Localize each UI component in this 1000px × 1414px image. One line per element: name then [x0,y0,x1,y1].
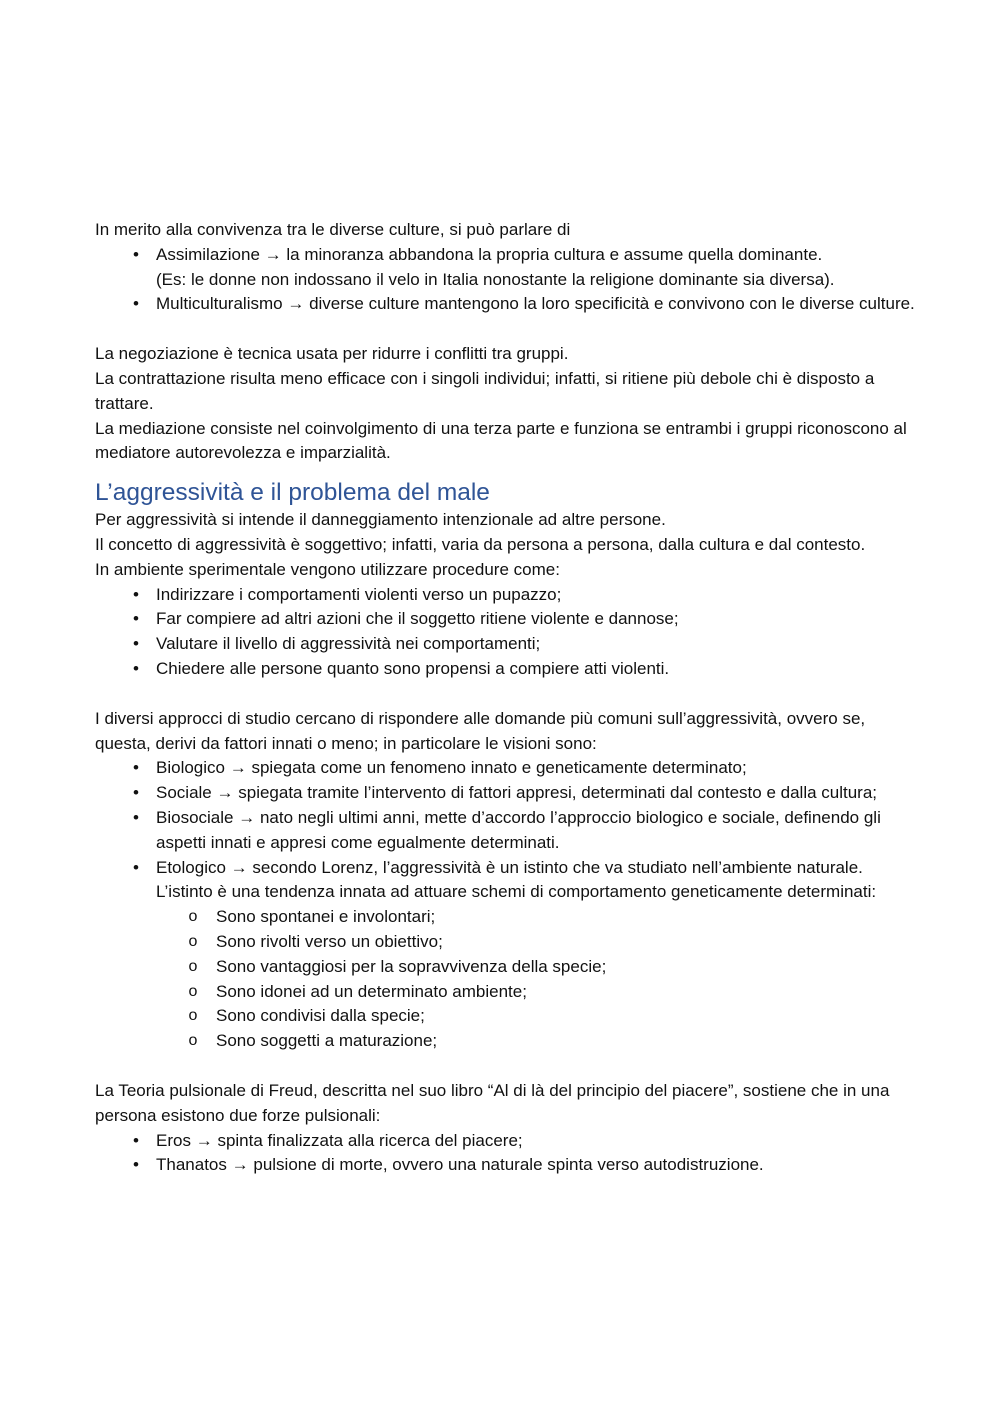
list-item [95,856,915,1054]
bullet-icon: • [133,294,139,314]
freud-lead: La Teoria pulsionale di Freud, descritta nel suo libro “Al di là del principio del piacere”, sostiene che in una persona esistono due forze pulsionali: [95,1080,890,1125]
sub-list-item [156,905,915,930]
item-text: Indirizzare i comportamenti violenti verso un pupazzo; [156,584,562,604]
list-item [95,292,915,317]
item-text: secondo Lorenz, l’aggressività è un istinto che va studiato nell’ambiente naturale. [252,857,863,877]
bullet-icon: • [133,807,139,827]
list-item [95,583,915,608]
list-item [95,632,915,657]
aggression-definition: Per aggressività si intende il danneggiamento intenzionale ad altre persone. [95,510,666,530]
item-text: Sono soggetti a maturazione; [216,1031,438,1051]
bullet-icon: • [133,1130,139,1150]
list-item [95,243,915,293]
bullet-icon: • [133,857,139,877]
sub-list-item [156,955,915,980]
arrow-right-icon: → [287,294,305,314]
bullet-icon: • [133,1155,139,1175]
instincts-list [156,905,915,1054]
aggression-subjective: Il concetto di aggressività è soggettivo; infatti, varia da persona a persona, dalla cultura e dal contesto. [95,534,866,554]
arrow-right-icon: → [231,1155,249,1175]
item-term: Sociale [156,783,212,803]
sub-list-item [156,930,915,955]
procedures-lead: In ambiente sperimentale vengono utilizzare procedure come: [95,559,560,579]
circle-bullet-icon: o [188,1032,198,1050]
circle-bullet-icon: o [188,957,198,975]
item-text: Far compiere ad altri azioni che il soggetto ritiene violente e dannose; [156,609,679,629]
list-item [95,607,915,632]
sub-list-item [156,1029,915,1054]
culture-list [95,243,915,317]
circle-bullet-icon: o [188,932,198,950]
item-text: pulsione di morte, ovvero una naturale spinta verso autodistruzione. [253,1155,764,1175]
circle-bullet-icon: o [188,1007,198,1025]
item-text: spinta finalizzata alla ricerca del piacere; [217,1130,523,1150]
approaches-lead: I diversi approcci di studio cercano di rispondere alle domande più comuni sull’aggressività, ovvero se, questa, derivi da fattori innati o meno; in particolare le visioni sono: [95,708,866,753]
section-heading: L’aggressività e il problema del male [95,479,490,507]
list-item [95,781,915,806]
circle-bullet-icon: o [188,908,198,926]
procedures-list [95,583,915,682]
sub-list-item [156,980,915,1005]
drives-list [95,1129,915,1179]
item-text: spiegata tramite l’intervento di fattori appresi, determinati dal contesto e dalla cultura; [238,783,878,803]
item-text: Valutare il livello di aggressività nei comportamenti; [156,634,541,654]
list-item [95,1153,915,1178]
item-text: Sono rivolti verso un obiettivo; [216,931,443,951]
item-text: Chiedere alle persone quanto sono propensi a compiere atti violenti. [156,658,670,678]
item-text: Sono spontanei e involontari; [216,907,436,927]
item-extra: (Es: le donne non indossano il velo in Italia nonostante la religione dominante sia diversa). [156,269,835,289]
bullet-icon: • [133,758,139,778]
contract-paragraph: La contrattazione risulta meno efficace con i singoli individui; infatti, si ritiene più debole chi è disposto a trattare. [95,368,875,413]
negotiation-paragraph: La negoziazione è tecnica usata per ridurre i conflitti tra gruppi. [95,344,569,364]
item-term: Multiculturalismo [156,294,283,314]
arrow-right-icon: → [229,758,247,778]
list-item [95,657,915,682]
approaches-list [95,756,915,1054]
mediation-paragraph: La mediazione consiste nel coinvolgimento di una terza parte e funziona se entrambi i gruppi riconoscono al mediatore autorevolezza e imparzialità. [95,418,907,463]
item-text: Sono condivisi dalla specie; [216,1006,425,1026]
arrow-right-icon: → [264,244,282,264]
list-item [95,1129,915,1154]
item-term: Biologico [156,758,225,778]
item-term: Assimilazione [156,244,260,264]
arrow-right-icon: → [216,783,234,803]
circle-bullet-icon: o [188,982,198,1000]
bullet-icon: • [133,783,139,803]
arrow-right-icon: → [238,807,256,827]
item-text: diverse culture mantengono la loro specificità e convivono con le diverse culture. [309,294,915,314]
list-item [95,806,915,856]
item-term: Thanatos [156,1155,227,1175]
item-text: Sono vantaggiosi per la sopravvivenza della specie; [216,956,607,976]
bullet-icon: • [133,244,139,264]
list-item [95,756,915,781]
document-body [95,218,915,1178]
item-text: Sono idonei ad un determinato ambiente; [216,981,527,1001]
item-text: la minoranza abbandona la propria cultura e assume quella dominante. [286,244,823,264]
bullet-icon: • [133,634,139,654]
intro-lead: In merito alla convivenza tra le diverse culture, si può parlare di [95,220,571,239]
bullet-icon: • [133,609,139,629]
item-text: spiegata come un fenomeno innato e geneticamente determinato; [251,758,747,778]
item-term: Biosociale [156,807,234,827]
bullet-icon: • [133,584,139,604]
arrow-right-icon: → [230,857,248,877]
sub-list-item [156,1004,915,1029]
item-text: nato negli ultimi anni, mette d’accordo l’approccio biologico e sociale, definendo gli aspetti innati e appresi come egualmente determinati. [156,807,881,852]
arrow-right-icon: → [195,1130,213,1150]
bullet-icon: • [133,658,139,678]
item-extra: L’istinto è una tendenza innata ad attuare schemi di comportamento geneticamente determinati: [156,882,877,902]
item-term: Eros [156,1130,191,1150]
item-term: Etologico [156,857,226,877]
